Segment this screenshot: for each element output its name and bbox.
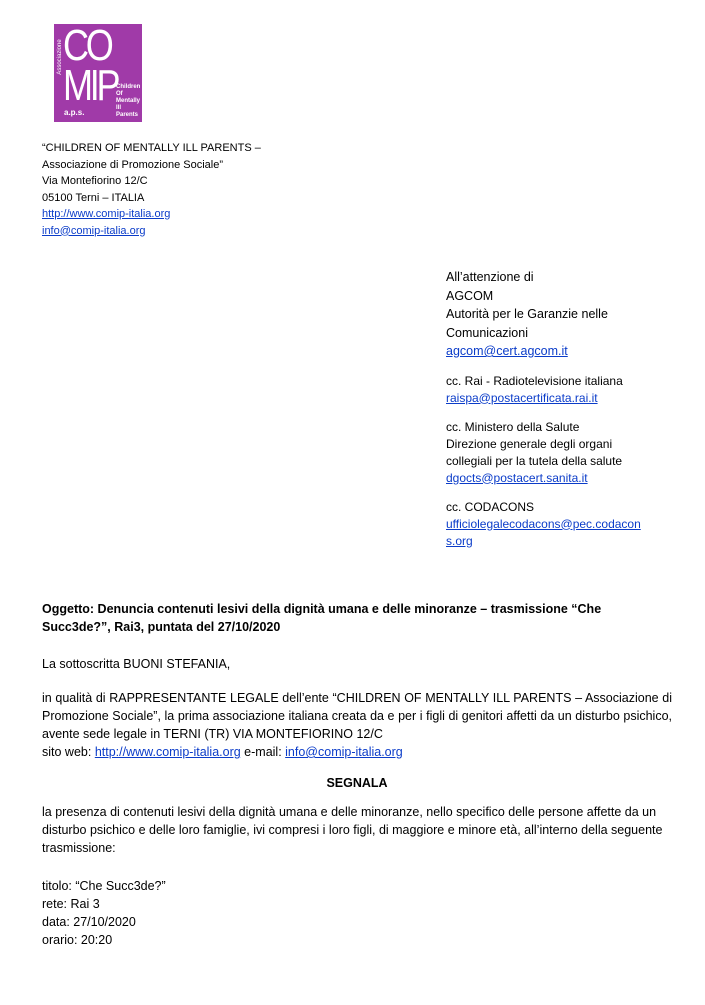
broadcast-details (42, 877, 166, 949)
letter-subject: Oggetto: Denuncia contenuti lesivi della dignità umana e delle minoranze – trasmissione “Che Succ3de?”, Rai3, puntata del 27/10/2020 (42, 602, 602, 634)
cc-ministero: cc. Ministero della Salute (446, 419, 580, 434)
sender-address (42, 140, 261, 239)
cc-codacons: cc. CODACONS (446, 499, 535, 514)
logo-associazione-text: Associazione (57, 39, 63, 75)
email-label: e-mail: (240, 745, 286, 759)
sender-line: 05100 Terni – ITALIA (42, 191, 145, 204)
site-label: sito web: (42, 745, 95, 759)
comip-logo (54, 24, 142, 122)
letter-intro: La sottoscritta BUONI STEFANIA, (42, 657, 231, 671)
cc-rai: cc. Rai - Radiotelevisione italiana (446, 373, 623, 388)
attention-line: All’attenzione di (446, 270, 534, 284)
agcom-email-link[interactable]: agcom@cert.agcom.it (446, 344, 568, 358)
detail-title: titolo: “Che Succ3de?” (42, 879, 166, 893)
codacons-email-link-cont[interactable]: s.org (446, 533, 473, 548)
recipient-org-full: Comunicazioni (446, 325, 528, 340)
recipient-org-full: Autorità per le Garanzie nelle (446, 307, 608, 321)
recipient-org: AGCOM (446, 288, 494, 303)
sender-website-link[interactable]: http://www.comip-italia.org (42, 208, 171, 220)
letter-paragraph-1 (42, 689, 672, 761)
sender-email-link[interactable]: info@comip-italia.org (42, 224, 146, 237)
letter-paragraph-2: la presenza di contenuti lesivi della dignità umana e delle minoranze, nello specifico delle persone affette da un disturbo psichico e delle loro famiglie, ivi compresi i loro figli, di maggiore e minore età, all’interno della seguente trasmissione: (42, 805, 663, 855)
logo-subtitle: Children Of Mentally Ill Parents (116, 84, 141, 118)
logo-aps-text: a.p.s. (64, 108, 85, 117)
recipients-block (446, 268, 641, 550)
segnala-heading: SEGNALA (326, 776, 388, 790)
rai-email-link[interactable]: raispa@postacertificata.rai.it (446, 390, 598, 405)
sender-line: Via Montefiorino 12/C (42, 175, 148, 187)
letter-website-link[interactable]: http://www.comip-italia.org (94, 745, 241, 759)
cc-ministero-line: Direzione generale degli organi (446, 436, 613, 451)
logo-co-text: CO (63, 24, 111, 70)
ministero-email-link[interactable]: dgocts@postacert.sanita.it (446, 470, 588, 485)
letter-email-link[interactable]: info@comip-italia.org (285, 745, 403, 759)
paragraph-1-text: in qualità di RAPPRESENTANTE LEGALE dell’ente “CHILDREN OF MENTALLY ILL PARENTS – Associazione di Promozione Sociale”, la prima associazione italiana creata da e per i figli di genitori affetti da un disturbo psichico, avente sede legale in TERNI (TR) VIA MONTEFIORINO 12/C (42, 691, 672, 741)
detail-time: orario: 20:20 (42, 933, 113, 947)
detail-network: rete: Rai 3 (42, 897, 100, 911)
codacons-email-link[interactable]: ufficiolegalecodacons@pec.codacon (446, 516, 641, 531)
logo-mip-text: MIP (63, 61, 118, 110)
sender-line: “CHILDREN OF MENTALLY ILL PARENTS – (42, 142, 261, 154)
sender-line: Associazione di Promozione Sociale” (42, 158, 223, 171)
cc-ministero-line: collegiali per la tutela della salute (446, 453, 623, 468)
detail-date: data: 27/10/2020 (42, 915, 136, 929)
